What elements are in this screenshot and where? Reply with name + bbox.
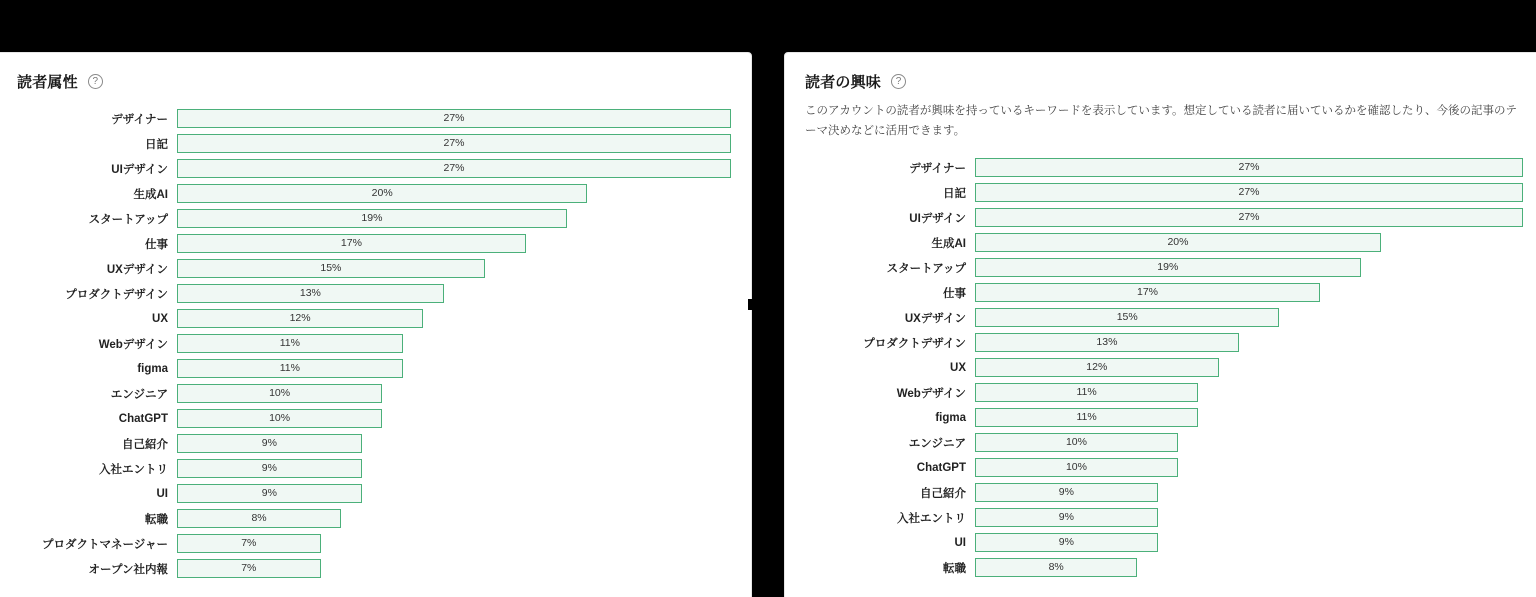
bar-track bbox=[975, 333, 1523, 352]
bar-category-label: 生成AI bbox=[931, 237, 966, 250]
bar-fill bbox=[177, 509, 341, 528]
bar-value-label: 19% bbox=[1157, 261, 1179, 274]
bar-category-label: エンジニア bbox=[110, 388, 168, 401]
bar-value-label: 12% bbox=[289, 312, 311, 324]
bar-track bbox=[177, 234, 731, 253]
bar-fill bbox=[975, 508, 1158, 527]
bar-value-label: 17% bbox=[1137, 286, 1159, 299]
bar-row bbox=[805, 530, 1523, 555]
bar-fill bbox=[975, 558, 1137, 577]
bar-fill bbox=[975, 333, 1239, 352]
bar-category-label: デザイナー bbox=[111, 113, 168, 126]
bar-value-label: 27% bbox=[443, 162, 465, 174]
bar-row bbox=[17, 181, 731, 206]
bar-fill bbox=[177, 109, 731, 128]
bar-row bbox=[805, 555, 1523, 580]
bar-track bbox=[177, 559, 731, 578]
bar-track bbox=[177, 259, 731, 278]
bar-track bbox=[975, 158, 1523, 177]
bar-track bbox=[177, 134, 731, 153]
bar-value-label: 27% bbox=[1238, 186, 1260, 199]
bar-track bbox=[177, 434, 731, 453]
bar-category-label: プロダクトデザイン bbox=[863, 337, 966, 350]
bar-track bbox=[975, 283, 1523, 302]
bar-fill bbox=[177, 559, 321, 578]
bar-track bbox=[177, 184, 731, 203]
bar-track bbox=[975, 383, 1523, 402]
bar-value-label: 20% bbox=[371, 187, 393, 199]
bar-fill bbox=[177, 459, 362, 478]
bar-track bbox=[177, 459, 731, 478]
bar-category-label: UX bbox=[152, 312, 168, 325]
page-title: 読者の興味 bbox=[805, 74, 882, 91]
bar-fill bbox=[177, 409, 382, 428]
bar-value-label: 9% bbox=[1058, 486, 1074, 499]
bar-fill bbox=[975, 233, 1381, 252]
bar-row bbox=[805, 355, 1523, 380]
bar-fill bbox=[177, 384, 382, 403]
bar-track bbox=[975, 458, 1523, 477]
bar-category-label: プロダクトマネージャー bbox=[41, 538, 168, 551]
bar-fill bbox=[975, 308, 1279, 327]
bar-track bbox=[177, 359, 731, 378]
bar-value-label: 27% bbox=[443, 112, 465, 124]
bar-category-label: プロダクトデザイン bbox=[65, 288, 168, 301]
bar-value-label: 9% bbox=[1058, 536, 1074, 549]
bar-fill bbox=[177, 534, 321, 553]
bar-track bbox=[975, 233, 1523, 252]
bar-category-label: 自己紹介 bbox=[920, 487, 966, 500]
bar-row bbox=[17, 256, 731, 281]
bar-fill bbox=[177, 134, 731, 153]
bar-row bbox=[805, 255, 1523, 280]
bar-category-label: オープン社内報 bbox=[88, 563, 168, 576]
panel-header bbox=[785, 53, 1536, 92]
bar-category-label: 日記 bbox=[145, 138, 168, 151]
bar-fill bbox=[177, 309, 423, 328]
bar-row bbox=[17, 381, 731, 406]
bar-fill bbox=[177, 234, 526, 253]
question-mark-icon[interactable]: ? bbox=[88, 74, 103, 89]
bar-value-label: 9% bbox=[261, 462, 277, 474]
bar-category-label: UX bbox=[950, 361, 966, 374]
bar-fill bbox=[177, 284, 444, 303]
bar-value-label: 9% bbox=[261, 437, 277, 449]
bar-value-label: 10% bbox=[1065, 436, 1087, 449]
bar-category-label: UI bbox=[954, 536, 966, 549]
bar-track bbox=[975, 483, 1523, 502]
bar-fill bbox=[177, 184, 587, 203]
bar-fill bbox=[975, 158, 1523, 177]
bar-row bbox=[17, 356, 731, 381]
bar-category-label: Webデザイン bbox=[896, 387, 966, 400]
bar-fill bbox=[975, 433, 1178, 452]
bar-category-label: スタートアップ bbox=[886, 262, 966, 275]
bar-row bbox=[17, 131, 731, 156]
bar-fill bbox=[177, 484, 362, 503]
bar-value-label: 9% bbox=[261, 487, 277, 499]
bar-row bbox=[17, 456, 731, 481]
bar-track bbox=[177, 159, 731, 178]
bar-category-label: 入社エントリ bbox=[897, 512, 966, 525]
bar-track bbox=[177, 334, 731, 353]
bar-value-label: 15% bbox=[1116, 311, 1138, 324]
bar-fill bbox=[177, 159, 731, 178]
bar-category-label: 転職 bbox=[943, 562, 966, 575]
bar-category-label: ChatGPT bbox=[916, 461, 966, 474]
bar-row bbox=[805, 430, 1523, 455]
bar-category-label: Webデザイン bbox=[98, 338, 168, 351]
page-title: 読者属性 bbox=[17, 74, 78, 91]
bar-category-label: 転職 bbox=[145, 513, 168, 526]
bar-fill bbox=[975, 358, 1219, 377]
bar-category-label: 自己紹介 bbox=[122, 438, 168, 451]
reader-attributes-panel bbox=[0, 52, 752, 597]
bar-category-label: 仕事 bbox=[943, 287, 966, 300]
bar-track bbox=[177, 384, 731, 403]
question-mark-icon[interactable]: ? bbox=[891, 74, 906, 89]
bar-value-label: 11% bbox=[279, 362, 300, 374]
bar-row bbox=[17, 431, 731, 456]
bar-row bbox=[805, 180, 1523, 205]
bar-row bbox=[17, 281, 731, 306]
bar-track bbox=[975, 358, 1523, 377]
bar-track bbox=[975, 533, 1523, 552]
bar-category-label: スタートアップ bbox=[88, 213, 168, 226]
bar-row bbox=[805, 330, 1523, 355]
bar-category-label: UXデザイン bbox=[904, 312, 966, 325]
bar-value-label: 17% bbox=[340, 237, 362, 249]
bar-row bbox=[17, 306, 731, 331]
bar-row bbox=[805, 405, 1523, 430]
bar-track bbox=[177, 284, 731, 303]
bar-row bbox=[17, 531, 731, 556]
bar-row bbox=[805, 155, 1523, 180]
bar-value-label: 19% bbox=[361, 212, 383, 224]
bar-fill bbox=[975, 258, 1361, 277]
bar-category-label: 入社エントリ bbox=[99, 463, 168, 476]
bar-row bbox=[805, 205, 1523, 230]
bar-track bbox=[975, 408, 1523, 427]
bar-row bbox=[17, 106, 731, 131]
bar-category-label: 仕事 bbox=[145, 238, 168, 251]
bar-track bbox=[975, 558, 1523, 577]
bar-value-label: 20% bbox=[1167, 236, 1189, 249]
bar-track bbox=[177, 109, 731, 128]
bar-row bbox=[805, 380, 1523, 405]
bar-category-label: UI bbox=[156, 487, 168, 500]
bar-value-label: 12% bbox=[1086, 361, 1108, 374]
bar-row bbox=[805, 455, 1523, 480]
bar-category-label: figma bbox=[935, 411, 966, 424]
bar-fill bbox=[177, 209, 567, 228]
bar-value-label: 27% bbox=[1238, 211, 1260, 224]
bar-fill bbox=[177, 359, 403, 378]
reader-interests-bar-chart bbox=[785, 141, 1536, 580]
bar-value-label: 7% bbox=[241, 537, 257, 549]
bar-category-label: 日記 bbox=[943, 187, 966, 200]
bar-fill bbox=[975, 483, 1158, 502]
bar-track bbox=[975, 208, 1523, 227]
bar-fill bbox=[975, 208, 1523, 227]
bar-value-label: 27% bbox=[1238, 161, 1260, 174]
bar-value-label: 11% bbox=[279, 337, 300, 349]
bar-row bbox=[17, 156, 731, 181]
bar-track bbox=[177, 209, 731, 228]
bar-track bbox=[177, 484, 731, 503]
bar-track bbox=[975, 258, 1523, 277]
reader-attributes-bar-chart bbox=[0, 92, 751, 581]
bar-fill bbox=[177, 334, 403, 353]
bar-track bbox=[975, 308, 1523, 327]
bar-row bbox=[805, 305, 1523, 330]
bar-row bbox=[17, 406, 731, 431]
bar-category-label: UXデザイン bbox=[106, 263, 168, 276]
bar-value-label: 7% bbox=[241, 562, 257, 574]
bar-fill bbox=[975, 458, 1178, 477]
bar-value-label: 11% bbox=[1076, 411, 1097, 424]
bar-category-label: UIデザイン bbox=[909, 212, 966, 225]
bar-category-label: UIデザイン bbox=[111, 163, 168, 176]
bar-row bbox=[805, 280, 1523, 305]
bar-track bbox=[177, 309, 731, 328]
panel-description: このアカウントの読者が興味を持っているキーワードを表示しています。想定している読者に届いているかを確認したり、今後の記事のテーマ決めなどに活用できます。 bbox=[805, 105, 1517, 137]
bar-row bbox=[17, 481, 731, 506]
bar-fill bbox=[975, 183, 1523, 202]
bar-value-label: 8% bbox=[251, 512, 267, 524]
bar-value-label: 8% bbox=[1048, 561, 1064, 574]
bar-category-label: ChatGPT bbox=[118, 412, 168, 425]
bar-fill bbox=[975, 408, 1198, 427]
bar-track bbox=[975, 433, 1523, 452]
bar-category-label: figma bbox=[137, 362, 168, 375]
bar-category-label: 生成AI bbox=[133, 188, 168, 201]
bar-row bbox=[17, 556, 731, 581]
bar-value-label: 27% bbox=[443, 137, 465, 149]
bar-value-label: 10% bbox=[269, 412, 291, 424]
bar-track bbox=[975, 183, 1523, 202]
bar-fill bbox=[975, 383, 1198, 402]
bar-category-label: エンジニア bbox=[908, 437, 966, 450]
bar-row bbox=[805, 480, 1523, 505]
bar-value-label: 13% bbox=[1096, 336, 1118, 349]
panel-header bbox=[0, 53, 751, 92]
bar-track bbox=[177, 534, 731, 553]
bar-value-label: 10% bbox=[269, 387, 291, 399]
bar-row bbox=[17, 506, 731, 531]
bar-value-label: 11% bbox=[1076, 386, 1097, 399]
bar-category-label: デザイナー bbox=[909, 162, 966, 175]
bar-row bbox=[805, 505, 1523, 530]
bar-row bbox=[805, 230, 1523, 255]
bar-track bbox=[975, 508, 1523, 527]
bar-fill bbox=[975, 283, 1320, 302]
bar-track bbox=[177, 409, 731, 428]
bar-row bbox=[17, 331, 731, 356]
bar-value-label: 15% bbox=[320, 262, 342, 274]
bar-track bbox=[177, 509, 731, 528]
bar-row bbox=[17, 206, 731, 231]
reader-interests-panel bbox=[784, 52, 1536, 597]
bar-value-label: 13% bbox=[299, 287, 321, 299]
bar-fill bbox=[177, 259, 485, 278]
bar-fill bbox=[975, 533, 1158, 552]
bar-value-label: 10% bbox=[1065, 461, 1087, 474]
bar-fill bbox=[177, 434, 362, 453]
bar-value-label: 9% bbox=[1058, 511, 1074, 524]
bar-row bbox=[17, 231, 731, 256]
